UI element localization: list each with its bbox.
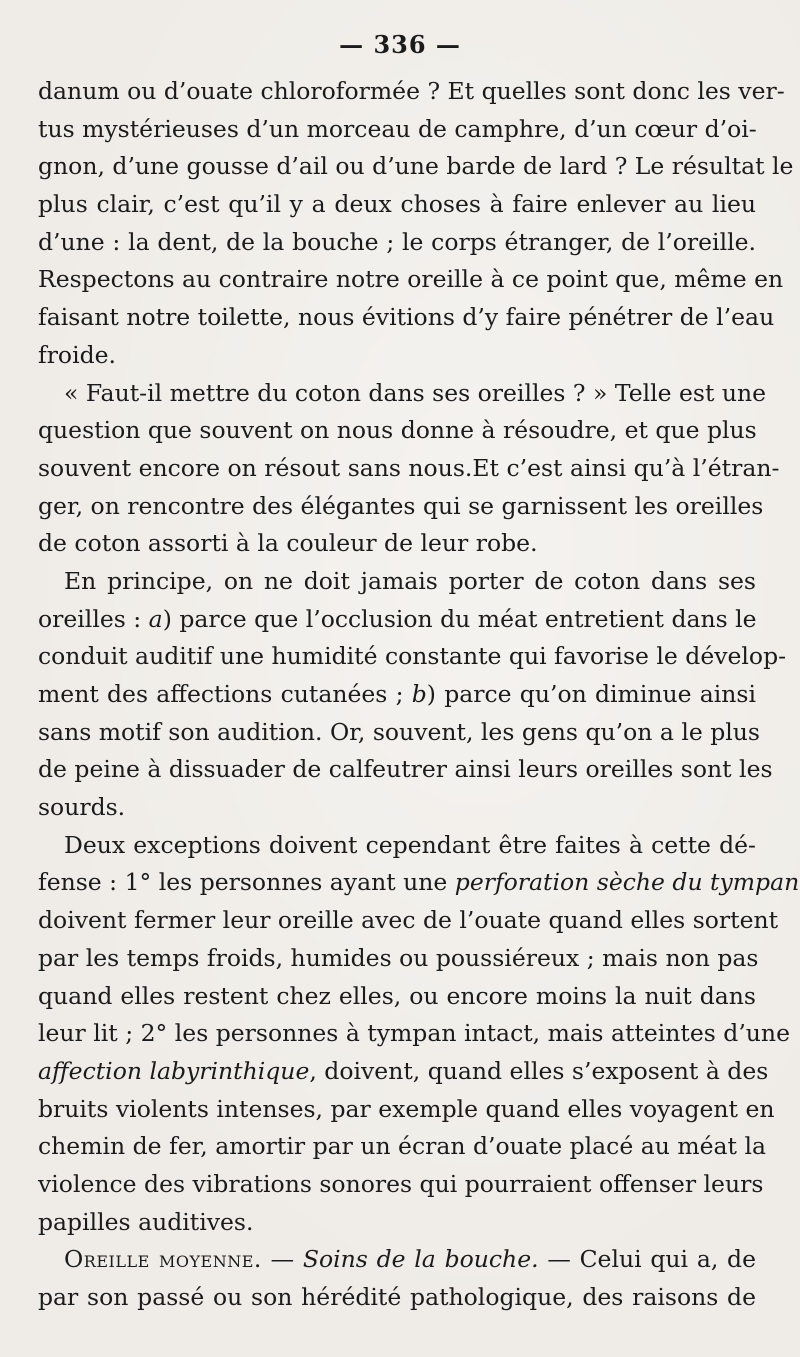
text-segment: — [261,1245,303,1274]
text-segment: « Faut-il mettre du coton dans ses oreilles ? » Telle est une [64,378,767,407]
text-line [38,375,767,413]
text-segment: papilles auditives. [38,1207,254,1236]
text-segment: danum ou d’ouate chloroformée ? Et quelles sont donc les ver- [38,77,785,105]
text-segment: ) parce qu’on diminue ainsi [426,680,756,708]
text-line [38,73,785,111]
text-line [38,601,756,639]
text-segment: question que souvent on nous donne à résoudre, et que plus [38,416,757,445]
text-segment: ment des affections cutanées ; [38,680,412,708]
text-line [38,1166,764,1204]
text-line [38,1015,790,1053]
text-line [38,488,764,526]
text-segment: — Celui qui a, de [538,1245,756,1274]
text-segment: par son passé ou son hérédité pathologique, des raisons de [38,1283,756,1311]
text-line [38,978,756,1016]
text-segment: de peine à dissuader de calfeutrer ainsi leurs oreilles sont les [38,755,773,784]
text-line [38,902,779,940]
text-line [38,1204,756,1242]
text-line [38,148,794,186]
section-heading: Oreille moyenne. [64,1245,262,1274]
italic-text: a [148,604,163,633]
italic-text: perforation sèche du tympan [454,868,800,897]
text-segment: fense : 1° les personnes ayant une [38,868,455,897]
text-segment: gnon, d’une gousse d’ail ou d’une barde de lard ? Le résultat le [38,152,794,181]
text-line [38,1241,756,1279]
text-segment: souvent encore on résout sans nous.Et c’est ainsi qu’à l’étran- [38,453,780,482]
text-segment: ) parce que l’occlusion du méat entretient dans le [162,604,757,633]
text-segment: froide. [38,340,117,369]
body-text [38,73,800,1317]
text-line [38,186,756,224]
text-line [38,638,787,676]
italic-text: b [411,680,427,708]
text-segment: de coton assorti à la couleur de leur robe. [38,529,538,558]
text-segment: conduit auditif une humidité constante qui favorise le dévelop- [38,642,787,671]
text-segment: bruits violents intenses, par exemple quand elles voyagent en [38,1094,775,1123]
text-line [38,827,756,865]
text-line [38,676,756,714]
italic-text: affection labyrinthique [38,1056,310,1085]
text-line [38,1091,775,1129]
text-line [38,940,759,978]
text-segment: ger, on rencontre des élégantes qui se garnissent les oreilles [38,491,764,520]
text-line [38,525,756,563]
text-line [38,864,800,902]
italic-text: Soins de la bouche. [302,1245,539,1274]
text-segment: sans motif son audition. Or, souvent, les gens qu’on a le plus [38,717,760,746]
text-segment: Respectons au contraire notre oreille à ce point que, même en [38,265,784,294]
text-line [38,299,775,337]
text-segment: oreilles : [38,604,149,633]
text-line [38,261,784,299]
text-segment: chemin de fer, amortir par un écran d’ouate placé au méat la [38,1132,766,1161]
text-line [38,111,756,149]
text-segment: doivent fermer leur oreille avec de l’ouate quand elles sortent [38,906,779,935]
text-segment: par les temps froids, humides ou poussiéreux ; mais non pas [38,943,759,972]
text-line [38,337,756,375]
text-segment: tus mystérieuses d’un morceau de camphre, d’un cœur d’oi- [38,114,757,143]
text-segment: Deux exceptions doivent cependant être faites à cette dé- [64,830,756,859]
text-line [38,224,756,262]
text-line [38,563,756,601]
text-segment: leur lit ; 2° les personnes à tympan intact, mais atteintes d’une [38,1019,790,1048]
text-line [38,751,773,789]
text-line [38,1279,756,1317]
text-line [38,1128,766,1166]
text-line [38,1053,769,1091]
text-segment: faisant notre toilette, nous évitions d’y faire pénétrer de l’eau [38,303,775,332]
text-line [38,789,756,827]
text-segment: sourds. [38,793,126,822]
page-number: — 336 — [339,30,461,59]
text-segment: En principe, on ne doit jamais porter de coton dans ses [64,566,756,595]
text-segment: violence des vibrations sonores qui pourraient offenser leurs [38,1169,764,1198]
text-line [38,412,756,450]
text-segment: plus clair, c’est qu’il y a deux choses à faire enlever au lieu [38,190,756,219]
text-line [38,450,780,488]
text-segment: , doivent, quand elles s’exposent à des [309,1056,769,1085]
text-segment: d’une : la dent, de la bouche ; le corps étranger, de l’oreille. [38,227,756,256]
text-line [38,714,760,752]
text-segment: quand elles restent chez elles, ou encore moins la nuit dans [38,981,756,1010]
